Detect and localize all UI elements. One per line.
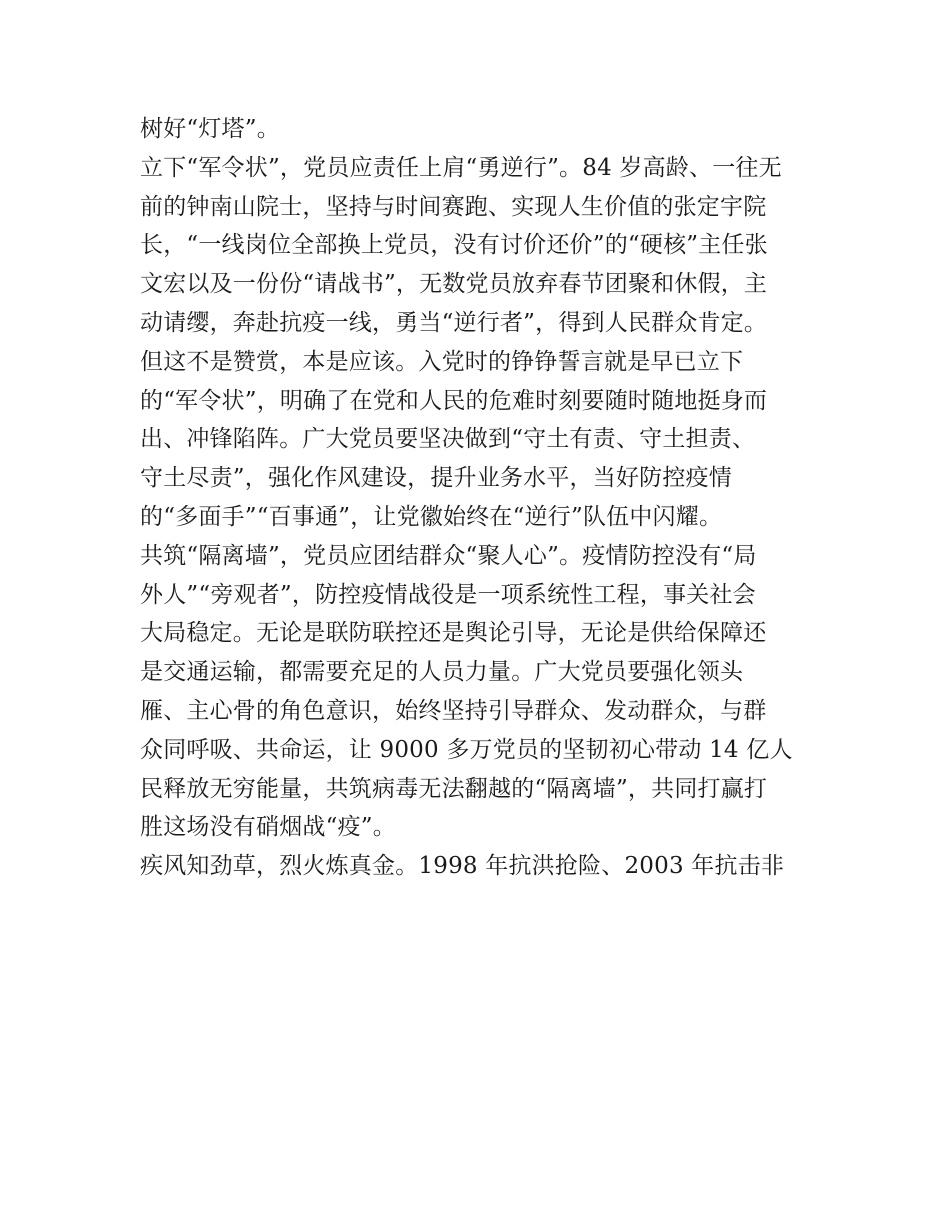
text-line: 的“多面手”“百事通”，让党徽始终在“逆行”队伍中闪耀。 — [140, 503, 723, 530]
text-line: 前的钟南山院士，坚持与时间赛跑、实现人生价值的张定宇院 — [140, 193, 767, 220]
text-line: 长，“一线岗位全部换上党员，没有讨价还价”的“硬核”主任张 — [140, 232, 768, 259]
text-line: 动请缨，奔赴抗疫一线，勇当“逆行者”，得到人民群众肯定。 — [140, 309, 768, 336]
text-line: 出、冲锋陷阵。广大党员要坚决做到“守土有责、守土担责、 — [140, 426, 756, 453]
text-line: 大局稳定。无论是联防联控还是舆论引导，无论是供给保障还 — [140, 620, 767, 647]
text-line: 文宏以及一份份“请战书”，无数党员放弃春节团聚和休假，主 — [140, 271, 768, 298]
text-line: 树好“灯塔”。 — [140, 116, 280, 142]
text-line: 的“军令状”，明确了在党和人民的危难时刻要随时随地挺身而 — [140, 387, 768, 414]
text-line: 众同呼吸、共命运，让 9000 多万党员的坚韧初心带动 14 亿人 — [140, 736, 793, 763]
text-line: 雁、主心骨的角色意识，始终坚持引导群众、发动群众，与群 — [140, 697, 767, 724]
text-line: 胜这场没有硝烟战“疫”。 — [140, 814, 396, 841]
text-line: 共筑“隔离墙”，党员应团结群众“聚人心”。疫情防控没有“局 — [140, 542, 757, 569]
text-line: 外人”“旁观者”，防控疫情战役是一项系统性工程，事关社会 — [140, 581, 756, 608]
text-line: 疾风知劲草，烈火炼真金。1998 年抗洪抢险、2003 年抗击非 — [140, 853, 785, 880]
text-line: 守土尽责”，强化作风建设，提升业务水平，当好防控疫情 — [140, 465, 732, 492]
text-line: 立下“军令状”，党员应责任上肩“勇逆行”。84 岁高龄、一往无 — [140, 154, 782, 181]
text-line: 但这不是赞赏，本是应该。入党时的铮铮誓言就是早已立下 — [140, 348, 744, 375]
text-line: 民释放无穷能量，共筑病毒无法翻越的“隔离墙”，共同打赢打 — [140, 775, 768, 802]
body-text — [140, 110, 820, 886]
text-line: 是交通运输，都需要充足的人员力量。广大党员要强化领头 — [140, 659, 744, 686]
